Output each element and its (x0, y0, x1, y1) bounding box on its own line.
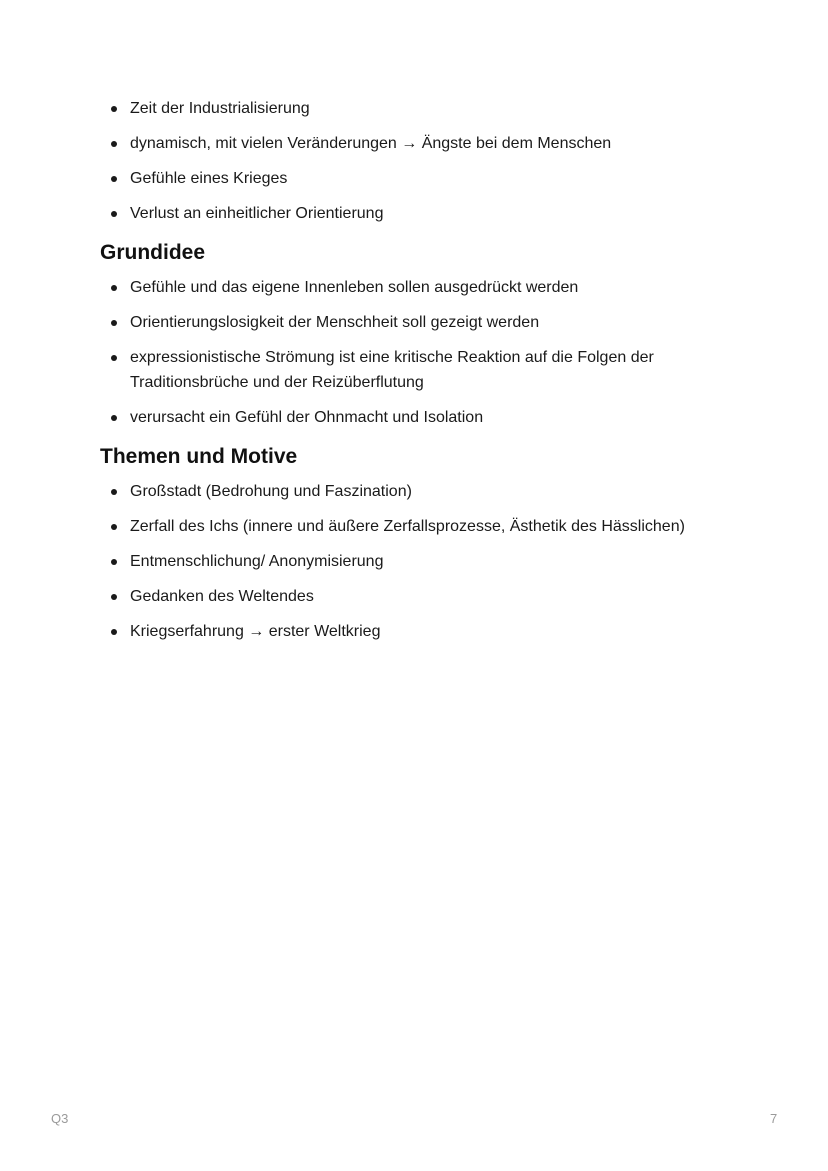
list-item: Zerfall des Ichs (innere und äußere Zerfallsprozesse, Ästhetik des Hässlichen) (100, 514, 740, 539)
list-item: Großstadt (Bedrohung und Faszination) (100, 479, 740, 504)
bullet-icon (111, 211, 117, 217)
list-item: verursacht ein Gefühl der Ohnmacht und Isolation (100, 405, 740, 430)
bullet-icon (111, 285, 117, 291)
bullet-icon (111, 106, 117, 112)
bullet-icon (111, 594, 117, 600)
grundidee-list (100, 275, 740, 430)
bullet-icon (111, 524, 117, 530)
bullet-icon (111, 415, 117, 421)
section-heading-grundidee: Grundidee (100, 241, 206, 264)
section-heading-themen: Themen und Motive (100, 445, 298, 468)
page-number: 7 (770, 1111, 778, 1126)
list-item: Zeit der Industrialisierung (100, 96, 740, 121)
list-item: Orientierungslosigkeit der Menschheit soll gezeigt werden (100, 310, 740, 335)
bullet-icon (111, 176, 117, 182)
list-item: Verlust an einheitlicher Orientierung (100, 201, 740, 226)
list-item: Entmenschlichung/ Anonymisierung (100, 549, 740, 574)
list-item: Gefühle eines Krieges (100, 166, 740, 191)
list-item: Gedanken des Weltendes (100, 584, 740, 609)
bullet-icon (111, 320, 117, 326)
bullet-icon (111, 489, 117, 495)
themen-list (100, 479, 740, 644)
footer-label: Q3 (51, 1111, 69, 1126)
intro-list (100, 96, 740, 226)
list-item: dynamisch, mit vielen Veränderungen → Ängste bei dem Menschen (100, 131, 740, 156)
list-item: Kriegserfahrung → erster Weltkrieg (100, 619, 740, 644)
bullet-icon (111, 629, 117, 635)
list-item: Gefühle und das eigene Innenleben sollen ausgedrückt werden (100, 275, 740, 300)
list-item: expressionistische Strömung ist eine kritische Reaktion auf die Folgen der Traditionsbrüche und der Reizüberflutung (100, 345, 740, 395)
bullet-icon (111, 355, 117, 361)
bullet-icon (111, 559, 117, 565)
bullet-icon (111, 141, 117, 147)
document-body (100, 96, 740, 654)
